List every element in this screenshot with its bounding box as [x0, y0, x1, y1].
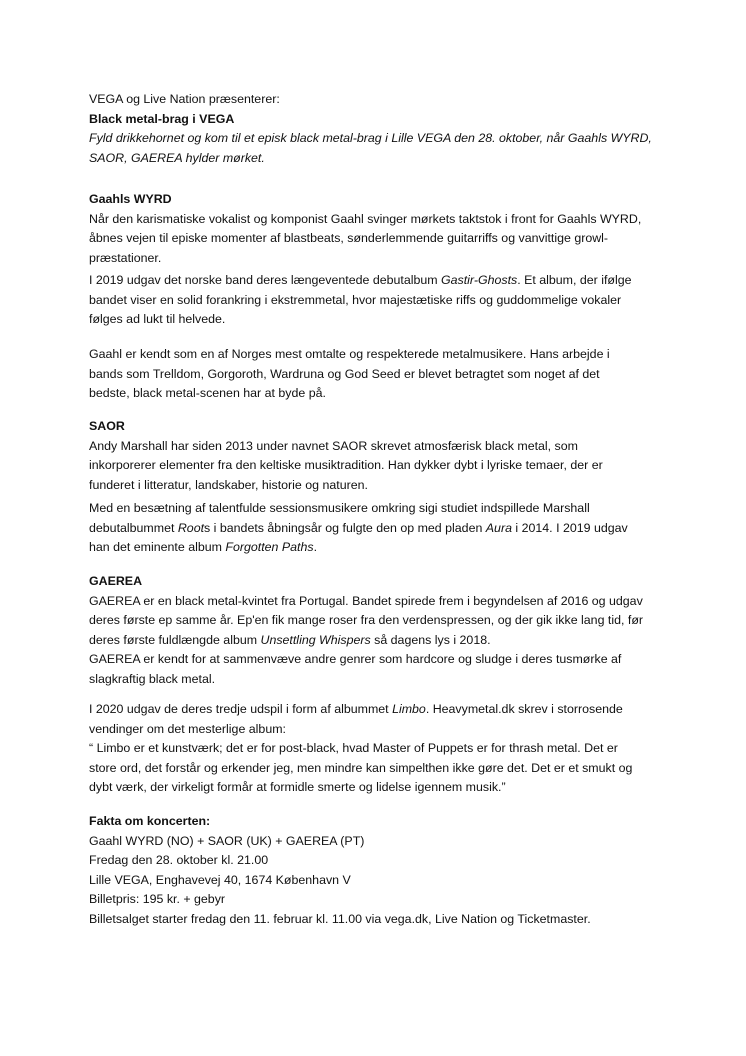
page-title: Black metal-brag i VEGA [89, 111, 235, 126]
paragraph-line: åbnes vejen til episke momenter af blastbeats, sønderlemmende guitarriffs og vanvittige growl- [89, 231, 609, 246]
section-facts [89, 812, 591, 930]
paragraph-line [89, 519, 628, 539]
text-run: s i bandets åbningsår og fulgte den op med pladen [204, 520, 486, 535]
fact-line: Fredag den 28. oktober kl. 21.00 [89, 853, 269, 868]
section-heading: SAOR [89, 419, 125, 433]
section-gaerea [89, 572, 643, 690]
album-title: Gastir-Ghosts [441, 273, 518, 287]
paragraph [89, 499, 628, 558]
fact-line: Lille VEGA, Enghavevej 40, 1674 København V [89, 872, 351, 887]
text-run: . Heavymetal.dk skrev i storrosende [425, 702, 623, 716]
paragraph-line: præstationer. [89, 250, 162, 265]
section-saor [89, 417, 603, 495]
text-run: så dagens lys i 2018. [370, 632, 491, 647]
quote-line: dybt værk, der virkeligt formår at formidle smerte og lidelse igennem musik.” [89, 780, 506, 795]
paragraph [89, 345, 610, 404]
text-run: I 2020 udgav de deres tredje udspil i form af albummet [89, 702, 393, 716]
text-run: deres første fuldlængde album [89, 632, 261, 647]
text-run: han det eminente album [89, 540, 226, 555]
fact-line: Gaahl WYRD (NO) + SAOR (UK) + GAEREA (PT) [89, 833, 365, 848]
paragraph [89, 700, 632, 798]
paragraph-line: inkorporerer elementer fra den keltiske musiktradition. Han dykker dybt i lyriske temaer, der er [89, 458, 603, 473]
paragraph [89, 271, 632, 330]
paragraph-line: bands som Trelldom, Gorgoroth, Wardruna og God Seed er blevet betragtet som noget af det [89, 366, 600, 381]
fact-line: Billetpris: 195 kr. + gebyr [89, 892, 226, 907]
paragraph-line [89, 631, 643, 651]
text-run: . [313, 540, 318, 555]
paragraph-line: Andy Marshall har siden 2013 under navnet SAOR skrevet atmosfærisk black metal, som [89, 438, 578, 453]
text-run: i 2014. I 2019 udgav [511, 520, 628, 535]
quote-line: “ Limbo er et kunstværk; det er for post-black, hvad Master of Puppets er for thrash metal. Det er [89, 741, 618, 756]
text-run: debutalbummet [89, 520, 178, 535]
paragraph-line: følges ad lukt til helvede. [89, 312, 226, 327]
paragraph-line [89, 538, 628, 558]
paragraph-line: GAEREA er en black metal-kvintet fra Portugal. Bandet spirede frem i begyndelsen af 2016 og udgav [89, 593, 643, 608]
quote-line: store ord, det forstår og erkender jeg, men mindre kan simpelthen ikke gøre det. Det er et smukt og [89, 760, 633, 775]
album-title: Aura [485, 520, 512, 535]
paragraph-line: deres første ep samme år. Ep'en fik mange roser fra den verdenspressen, og der gik ikke lang tid, før [89, 613, 644, 628]
album-title: Limbo [392, 702, 426, 716]
section-heading: Gaahls WYRD [89, 192, 172, 206]
paragraph-line: bedste, black metal-scenen har at byde på. [89, 386, 326, 401]
paragraph-line: vendinger om det mesterlige album: [89, 721, 286, 736]
paragraph-line: bandet viser en solid forankring i ekstremmetal, hvor majestætiske riffs og guddommelige vokaler [89, 292, 622, 307]
paragraph-line: slagkraftig black metal. [89, 671, 216, 686]
fact-line: Billetsalget starter fredag den 11. februar kl. 11.00 via vega.dk, Live Nation og Ticketmaster. [89, 911, 591, 926]
lead-line: Fyld drikkehornet og kom til et episk black metal-brag i Lille VEGA den 28. oktober, når Gaahls WYRD, [89, 131, 652, 146]
paragraph-line: funderet i litteratur, landskaber, historie og naturen. [89, 477, 368, 492]
paragraph-line: GAEREA er kendt for at sammenvæve andre genrer som hardcore og sludge i deres tusmørke af [89, 652, 622, 667]
paragraph-line: Gaahl er kendt som en af Norges mest omtalte og respekterede metalmusikere. Hans arbejde i [89, 347, 610, 361]
paragraph-line: Når den karismatiske vokalist og komponist Gaahl svinger mørkets taktstok i front for Gaahls WYRD, [89, 211, 642, 226]
presenter-line: VEGA og Live Nation præsenterer: [89, 92, 280, 106]
album-title: Forgotten Paths [225, 540, 314, 555]
paragraph-line [89, 700, 632, 720]
paragraph-line [89, 271, 632, 291]
intro [89, 90, 652, 168]
album-title: Root [177, 520, 205, 535]
text-run: I 2019 udgav det norske band deres længeventede debutalbum [89, 273, 442, 287]
section-gaahls-wyrd [89, 190, 641, 268]
text-run: . Et album, der ifølge [517, 273, 632, 287]
paragraph-line: Med en besætning af talentfulde sessionsmusikere omkring sigi studiet indspillede Marshall [89, 501, 590, 515]
section-heading: GAEREA [89, 574, 143, 588]
album-title: Unsettling Whispers [260, 632, 371, 647]
lead-line: SAOR, GAEREA hylder mørket. [89, 150, 265, 165]
section-heading: Fakta om koncerten: [89, 814, 211, 828]
